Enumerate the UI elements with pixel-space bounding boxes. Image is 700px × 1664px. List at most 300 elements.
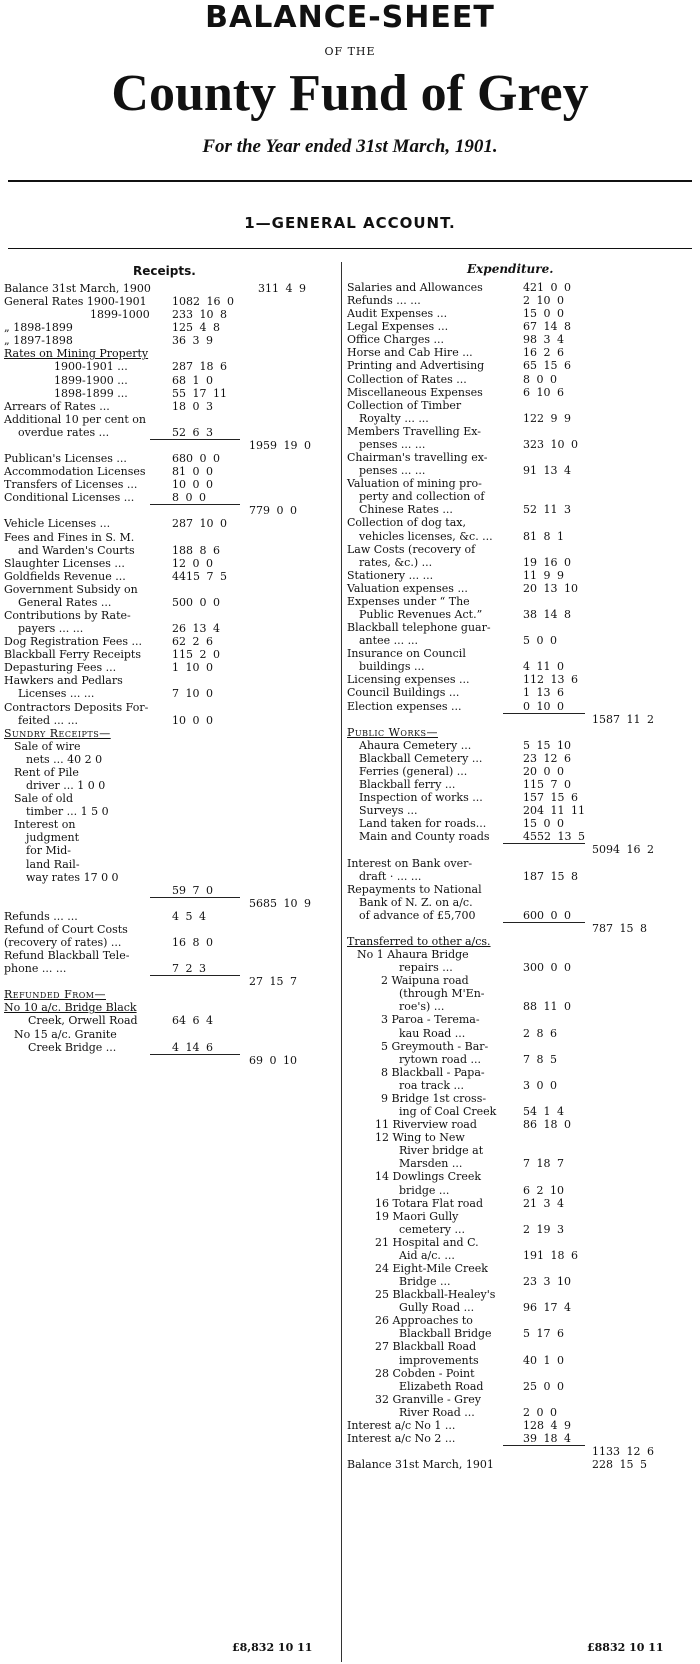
receipts-amount-c1: 4 14 6: [172, 1040, 213, 1054]
expenditure-row-label: Transferred to other a/cs.: [347, 935, 491, 948]
receipts-row: [4, 335, 338, 347]
expenditure-row-label: kau Road ...: [399, 1026, 466, 1040]
expenditure-row: [347, 805, 680, 817]
receipts-row: [4, 859, 338, 871]
expenditure-row: [347, 1407, 680, 1419]
receipts-row: [4, 688, 338, 700]
expenditure-amount-c1: 122 9 9: [523, 411, 571, 425]
expenditure-amount-c2: 228 15 5: [592, 1458, 647, 1472]
receipts-row: [4, 819, 338, 831]
expenditure-row: [347, 374, 680, 386]
expenditure-amount-c1: 112 13 6: [523, 673, 578, 687]
receipts-row-label: Refunded From—: [4, 988, 106, 1002]
fund-name: County Fund of Grey: [111, 65, 589, 122]
expenditure-row-label: Bank of N. Z. on a/c.: [359, 895, 473, 909]
expenditure-row: [347, 583, 680, 595]
expenditure-amount-c1: 157 15 6: [523, 791, 578, 805]
expenditure-row: [347, 949, 680, 961]
expenditure-amount-c1: 91 13 4: [523, 464, 571, 478]
expenditure-row: [347, 740, 680, 752]
expenditure-row: [347, 1459, 680, 1471]
subtotal-rule: [150, 1054, 240, 1055]
expenditure-row-label: Surveys ...: [359, 804, 418, 818]
receipts-row-label: Refund of Court Costs: [4, 922, 128, 936]
expenditure-amount-c1: 191 18 6: [523, 1248, 578, 1262]
expenditure-amount-c1: 2 10 0: [523, 294, 564, 308]
expenditure-row: [347, 831, 680, 843]
receipts-row-label: No 10 a/c. Bridge Black: [4, 1001, 137, 1015]
receipts-amount-c1: 4 5 4: [172, 909, 206, 923]
receipts-row: [4, 283, 338, 295]
receipts-row: [4, 715, 338, 727]
expenditure-row: [347, 1224, 680, 1236]
expenditure-row-label: draft · ... ...: [359, 869, 422, 883]
receipts-row-label: Goldfields Revenue ...: [4, 569, 126, 583]
expenditure-row: [347, 687, 680, 699]
receipts-row: [4, 885, 338, 897]
receipts-row-label: land Rail-: [26, 857, 80, 871]
receipts-amount-c1: 55 17 11: [172, 386, 227, 400]
expenditure-amount-c1: 6 2 10: [523, 1183, 564, 1197]
expenditure-row: [347, 858, 680, 870]
expenditure-amount-c1: 25 0 0: [523, 1379, 564, 1393]
expenditure-amount-c1: 7 18 7: [523, 1157, 564, 1171]
receipts-row-label: Vehicle Licenses ...: [4, 517, 111, 531]
receipts-row-label: Refund Blackball Tele-: [4, 949, 130, 963]
subtotal-rule: [150, 439, 240, 440]
expenditure-row: [347, 1054, 680, 1066]
expenditure-amount-c1: 67 14 8: [523, 320, 571, 334]
receipts-row-label: Depasturing Fees ...: [4, 661, 117, 675]
receipts-row: [4, 1029, 338, 1041]
receipts-row-label: payers ... ...: [18, 622, 84, 636]
receipts-row-label: Blackball Ferry Receipts: [4, 648, 141, 662]
receipts-row: [4, 597, 338, 609]
expenditure-row-label: buildings ...: [359, 660, 425, 674]
receipts-row-label: overdue rates ...: [18, 425, 110, 439]
expenditure-row: [347, 387, 680, 399]
expenditure-amount-c1: 15 0 0: [523, 817, 564, 831]
receipts-amount-c1: 500 0 0: [172, 595, 220, 609]
expenditure-row: [347, 792, 680, 804]
expenditure-row-label: 27 Blackball Road: [375, 1340, 477, 1354]
expenditure-row: [347, 1302, 680, 1314]
receipts-row-label: 1899-1900 ...: [54, 373, 128, 387]
expenditure-row-label: 5 Greymouth - Bar-: [381, 1039, 489, 1053]
expenditure-row: [347, 1368, 680, 1380]
expenditure-row-label: Blackball telephone guar-: [347, 621, 491, 635]
expenditure-row: [347, 531, 680, 543]
receipts-amount-c1: 125 4 8: [172, 321, 220, 335]
expenditure-row-label: 12 Wing to New: [375, 1131, 465, 1145]
expenditure-row: [347, 648, 680, 660]
receipts-row: [4, 989, 338, 1001]
expenditure-row-label: 26 Approaches to: [375, 1314, 473, 1328]
expenditure-row-label: River Road ...: [399, 1405, 475, 1419]
expenditure-row-label: antee ... ...: [359, 634, 419, 648]
expenditure-row-label: Legal Expenses ...: [347, 320, 449, 334]
expenditure-row: [347, 1237, 680, 1249]
expenditure-amount-c1: 81 8 1: [523, 529, 564, 543]
expenditure-row-label: Collection of Rates ...: [347, 372, 467, 386]
receipts-row: [4, 649, 338, 661]
expenditure-row-label: Collection of dog tax,: [347, 516, 466, 530]
expenditure-amount-c1: 96 17 4: [523, 1301, 571, 1315]
receipts-amount-c1: 115 2 0: [172, 648, 220, 662]
receipts-amount-c2: 1959 19 0: [249, 438, 311, 452]
receipts-row: [4, 976, 338, 988]
expenditure-row: [347, 1171, 680, 1183]
receipts-row-label: Arrears of Rates ...: [4, 399, 110, 413]
receipts-row: [4, 636, 338, 648]
receipts-row: [4, 623, 338, 635]
receipts-row-label: Transfers of Licenses ...: [4, 478, 138, 492]
expenditure-amount-c1: 11 9 9: [523, 568, 564, 582]
receipts-row: [4, 754, 338, 766]
expenditure-row-label: 16 Totara Flat road: [375, 1196, 483, 1210]
receipts-amount-c1: 680 0 0: [172, 452, 220, 466]
expenditure-amount-c1: 40 1 0: [523, 1353, 564, 1367]
expenditure-amount-c1: 21 3 4: [523, 1196, 564, 1210]
expenditure-row: [347, 1158, 680, 1170]
receipts-row: [4, 780, 338, 792]
expenditure-row: [347, 1433, 680, 1445]
expenditure-row: [347, 727, 680, 739]
receipts-amount-c1: 36 3 9: [172, 334, 213, 348]
receipts-row: [4, 309, 338, 321]
expenditure-row-label: Public Works—: [347, 725, 438, 739]
receipts-row-label: Conditional Licenses ...: [4, 491, 135, 505]
receipts-row: [4, 1002, 338, 1014]
expenditure-row: [347, 544, 680, 556]
expenditure-amount-c1: 128 4 9: [523, 1418, 571, 1432]
expenditure-row: [347, 1211, 680, 1223]
expenditure-row: [347, 557, 680, 569]
expenditure-amount-c1: 300 0 0: [523, 961, 571, 975]
expenditure-amount-c1: 20 13 10: [523, 581, 578, 595]
expenditure-row: [347, 321, 680, 333]
expenditure-row: [347, 988, 680, 1000]
receipts-amount-c1: 10 0 0: [172, 478, 213, 492]
receipts-amount-c1: 233 10 8: [172, 308, 227, 322]
receipts-row-label: (recovery of rates) ...: [4, 936, 122, 949]
expenditure-amount-c1: 88 11 0: [523, 1000, 571, 1014]
receipts-amount-c1: 10 0 0: [172, 713, 213, 727]
expenditure-row-label: 21 Hospital and C.: [375, 1235, 479, 1249]
expenditure-row: [347, 1198, 680, 1210]
expenditure-row: [347, 1185, 680, 1197]
expenditure-row: [347, 753, 680, 765]
receipts-row-label: 1898-1899 ...: [54, 386, 128, 400]
expenditure-row-label: Miscellaneous Expenses: [347, 385, 483, 399]
expenditure-row-label: ing of Coal Creek: [399, 1105, 497, 1119]
expenditure-row: [347, 426, 680, 438]
expenditure-row-label: 3 Paroa - Terema-: [381, 1013, 480, 1027]
receipts-row-label: Slaughter Licenses ...: [4, 556, 125, 570]
expenditure-row-label: 2 Waipuna road: [381, 974, 469, 988]
expenditure-row: [347, 1276, 680, 1288]
receipts-row: [4, 610, 338, 622]
expenditure-row: [347, 1028, 680, 1040]
divider-top: [8, 180, 692, 182]
expenditure-row: [347, 674, 680, 686]
receipts-row-label: „ 1898-1899: [4, 321, 73, 335]
receipts-row: [4, 558, 338, 570]
expenditure-amount-c1: 7 8 5: [523, 1052, 557, 1066]
expenditure-row: [347, 923, 680, 935]
expenditure-amount-c1: 421 0 0: [523, 281, 571, 294]
expenditure-amount-c1: 115 7 0: [523, 778, 571, 792]
expenditure-row: [347, 884, 680, 896]
receipts-row: [4, 427, 338, 439]
expenditure-row-label: Members Travelling Ex-: [347, 424, 481, 438]
expenditure-row-label: repairs ...: [399, 961, 453, 975]
expenditure-row: [347, 844, 680, 856]
expenditure-amount-c1: 19 16 0: [523, 555, 571, 569]
expenditure-row-label: 8 Blackball - Papa-: [381, 1065, 485, 1079]
expenditure-row: [347, 1446, 680, 1458]
receipts-row-label: nets ... 40 2 0: [26, 752, 103, 766]
receipts-row: [4, 532, 338, 544]
expenditure-row-label: Valuation of mining pro-: [347, 477, 482, 491]
receipts-row-label: judgment: [26, 831, 80, 845]
receipts-row-label: Hawkers and Pedlars: [4, 674, 123, 688]
receipts-row: [4, 662, 338, 674]
receipts-row-label: „ 1897-1898: [4, 334, 73, 348]
expenditure-row-label: Office Charges ...: [347, 333, 445, 347]
expenditure-row-label: Public Revenues Act.”: [359, 608, 483, 621]
expenditure-row-label: Valuation expenses ...: [347, 581, 468, 595]
receipts-row-label: Contributions by Rate-: [4, 609, 131, 622]
expenditure-row-label: penses ... ...: [359, 437, 426, 451]
receipts-row: [4, 675, 338, 687]
expenditure-row: [347, 1315, 680, 1327]
receipts-amount-c1: 4415 7 5: [172, 569, 227, 583]
expenditure-amount-c1: 2 8 6: [523, 1026, 557, 1040]
receipts-amount-c1: 12 0 0: [172, 556, 213, 570]
receipts-amount-c1: 81 0 0: [172, 465, 213, 479]
expenditure-row-label: (through M'En-: [399, 987, 485, 1001]
expenditure-amount-c1: 23 3 10: [523, 1275, 571, 1289]
subtotal-rule: [503, 922, 585, 923]
expenditure-row: [347, 622, 680, 634]
expenditure-amount-c1: 20 0 0: [523, 764, 564, 778]
expenditure-row-label: Blackball ferry ...: [359, 778, 456, 792]
expenditure-row-label: Interest a/c No 1 ...: [347, 1418, 456, 1432]
expenditure-row: [347, 1106, 680, 1118]
expenditure-amount-c1: 52 11 3: [523, 503, 571, 517]
receipts-row-label: Dog Registration Fees ...: [4, 635, 143, 649]
expenditure-row: [347, 1041, 680, 1053]
receipts-amount-c1: 287 10 0: [172, 517, 227, 531]
receipts-row: [4, 924, 338, 936]
receipts-row: [4, 584, 338, 596]
expenditure-amount-c1: 23 12 6: [523, 751, 571, 765]
receipts-row-label: timber ... 1 5 0: [26, 805, 109, 819]
receipts-amount-c1: 8 0 0: [172, 491, 206, 505]
receipts-amount-c1: 68 1 0: [172, 373, 213, 387]
receipts-row: [4, 832, 338, 844]
expenditure-row-label: Refunds ... ...: [347, 294, 421, 308]
expenditure-row-label: Balance 31st March, 1901: [347, 1458, 494, 1472]
expenditure-amount-c1: 5 17 6: [523, 1327, 564, 1341]
expenditure-row-label: Land taken for roads...: [359, 817, 487, 831]
expenditure-row: [347, 779, 680, 791]
expenditure-row-label: Ahaura Cemetery ...: [359, 738, 472, 752]
receipts-row: [4, 1015, 338, 1027]
expenditure-amount-c1: 5 15 10: [523, 738, 571, 752]
expenditure-row: [347, 975, 680, 987]
expenditure-row: [347, 400, 680, 412]
expenditure-row: [347, 1014, 680, 1026]
subtotal-rule: [503, 843, 585, 844]
receipts-row: [4, 1042, 338, 1054]
receipts-amount-c1: 18 0 3: [172, 399, 213, 413]
receipts-row-label: Publican's Licenses ...: [4, 452, 127, 466]
receipts-row: [4, 950, 338, 962]
expenditure-row-label: Blackball Cemetery ...: [359, 751, 483, 765]
expenditure-row: [347, 1328, 680, 1340]
receipts-row-label: Accommodation Licenses: [4, 465, 146, 479]
receipts-row-label: Sundry Receipts—: [4, 726, 111, 740]
receipts-row-label: Creek Bridge ...: [28, 1040, 117, 1054]
expenditure-row: [347, 282, 680, 294]
expenditure-row: [347, 413, 680, 425]
subtotal-rule: [150, 897, 240, 898]
receipts-row: [4, 872, 338, 884]
expenditure-amount-c2: 1133 12 6: [592, 1445, 654, 1459]
expenditure-row: [347, 1420, 680, 1432]
receipts-row: [4, 375, 338, 387]
receipts-row: [4, 440, 338, 452]
expenditure-row: [347, 818, 680, 830]
expenditure-amount-c1: 86 18 0: [523, 1118, 571, 1132]
expenditure-row-label: Expenses under “ The: [347, 594, 470, 608]
expenditure-row: [347, 295, 680, 307]
expenditure-row: [347, 1001, 680, 1013]
receipts-row: [4, 937, 338, 949]
receipts-amount-c2: 5685 10 9: [249, 896, 311, 910]
receipts-row: [4, 571, 338, 583]
expenditure-row: [347, 491, 680, 503]
receipts-row-label: Rent of Pile: [14, 765, 79, 779]
expenditure-row: [347, 334, 680, 346]
receipts-amount-c1: 59 7 0: [172, 883, 213, 897]
expenditure-row-label: Chinese Rates ...: [359, 503, 453, 517]
expenditure-row: [347, 962, 680, 974]
expenditure-row: [347, 308, 680, 320]
receipts-row: [4, 361, 338, 373]
receipts-row-label: Creek, Orwell Road: [28, 1014, 138, 1028]
subtotal-rule: [503, 1445, 585, 1446]
expenditure-amount-c1: 98 3 4: [523, 333, 564, 347]
receipts-row: [4, 898, 338, 910]
receipts-row-label: Licenses ... ...: [18, 687, 95, 701]
expenditure-row: [347, 661, 680, 673]
receipts-row: [4, 845, 338, 857]
receipts-row: [4, 1055, 338, 1067]
receipts-amount-c2: 69 0 10: [249, 1053, 297, 1067]
divider-section: [8, 248, 692, 249]
receipts-row: [4, 518, 338, 530]
receipts-row: [4, 453, 338, 465]
receipts-row-label: Sale of wire: [14, 739, 81, 753]
expenditure-row-label: Royalty ... ...: [359, 411, 429, 425]
expenditure-amount-c1: 4 11 0: [523, 660, 564, 674]
expenditure-row-label: Stationery ... ...: [347, 568, 434, 582]
receipts-row: [4, 793, 338, 805]
receipts-amount-c1: 7 10 0: [172, 687, 213, 701]
expenditure-amount-c1: 323 10 0: [523, 437, 578, 451]
receipts-amount-c1: 188 8 6: [172, 543, 220, 557]
expenditure-row-label: 24 Eight-Mile Creek: [375, 1262, 488, 1275]
expenditure-row-label: rytown road ...: [399, 1052, 481, 1066]
expenditure-row: [347, 1263, 680, 1275]
receipts-row: [4, 401, 338, 413]
expenditure-row: [347, 1289, 680, 1301]
expenditure-row: [347, 596, 680, 608]
receipts-row: [4, 741, 338, 753]
expenditure-amount-c1: 204 11 11: [523, 804, 585, 818]
receipts-row-label: driver ... 1 0 0: [26, 779, 106, 793]
expenditure-row-label: Law Costs (recovery of: [347, 542, 476, 556]
expenditure-row: [347, 936, 680, 948]
expenditure-row: [347, 1067, 680, 1079]
receipts-row-label: Fees and Fines in S. M.: [4, 530, 135, 544]
expenditure-amount-c1: 1 13 6: [523, 686, 564, 700]
period-caption: For the Year ended 31st March, 1901.: [202, 136, 498, 157]
expenditure-row: [347, 1093, 680, 1105]
expenditure-row-label: Ferries (general) ...: [359, 764, 468, 778]
expenditure-amount-c2: 787 15 8: [592, 921, 647, 935]
expenditure-row-label: Interest on Bank over-: [347, 856, 473, 870]
expenditure-amount-c1: 4552 13 5: [523, 830, 585, 844]
receipts-row: [4, 545, 338, 557]
of-the-caption: OF THE: [324, 45, 376, 58]
expenditure-row: [347, 570, 680, 582]
receipts-row: [4, 767, 338, 779]
receipts-row: [4, 728, 338, 740]
receipts-row: [4, 322, 338, 334]
expenditure-row: [347, 871, 680, 883]
expenditure-row-label: rates, &c.) ...: [359, 555, 433, 569]
expenditure-row-label: improvements: [399, 1353, 479, 1367]
subtotal-rule: [503, 713, 585, 714]
expenditure-row-label: Election expenses ...: [347, 699, 462, 713]
expenditure-row-label: 9 Bridge 1st cross-: [381, 1091, 487, 1105]
expenditure-row-label: Audit Expenses ...: [347, 307, 448, 321]
receipts-row: [4, 702, 338, 714]
receipts-total-amount: £8,832 10 11: [232, 1641, 313, 1654]
expenditure-row: [347, 1080, 680, 1092]
expenditure-row-label: Aid a/c. ...: [399, 1248, 455, 1262]
expenditure-row-label: Licensing expenses ...: [347, 673, 470, 687]
expenditure-row: [347, 504, 680, 516]
receipts-row-label: 1900-1901 ...: [54, 360, 128, 374]
expenditure-row-label: Gully Road ...: [399, 1301, 475, 1315]
expenditure-row-label: 25 Blackball-Healey's: [375, 1288, 496, 1302]
expenditure-row: [347, 714, 680, 726]
expenditure-row-label: Interest a/c No 2 ...: [347, 1432, 456, 1446]
expenditure-row-label: River bridge at: [399, 1144, 484, 1158]
receipts-row: [4, 388, 338, 400]
expenditure-row-label: Salaries and Allowances: [347, 281, 483, 294]
receipts-heading: Receipts.: [133, 264, 196, 278]
expenditure-row-label: of advance of £5,700: [359, 908, 476, 922]
receipts-row: [4, 505, 338, 517]
expenditure-row-label: Repayments to National: [347, 882, 482, 896]
expenditure-amount-c1: 5 0 0: [523, 634, 557, 648]
